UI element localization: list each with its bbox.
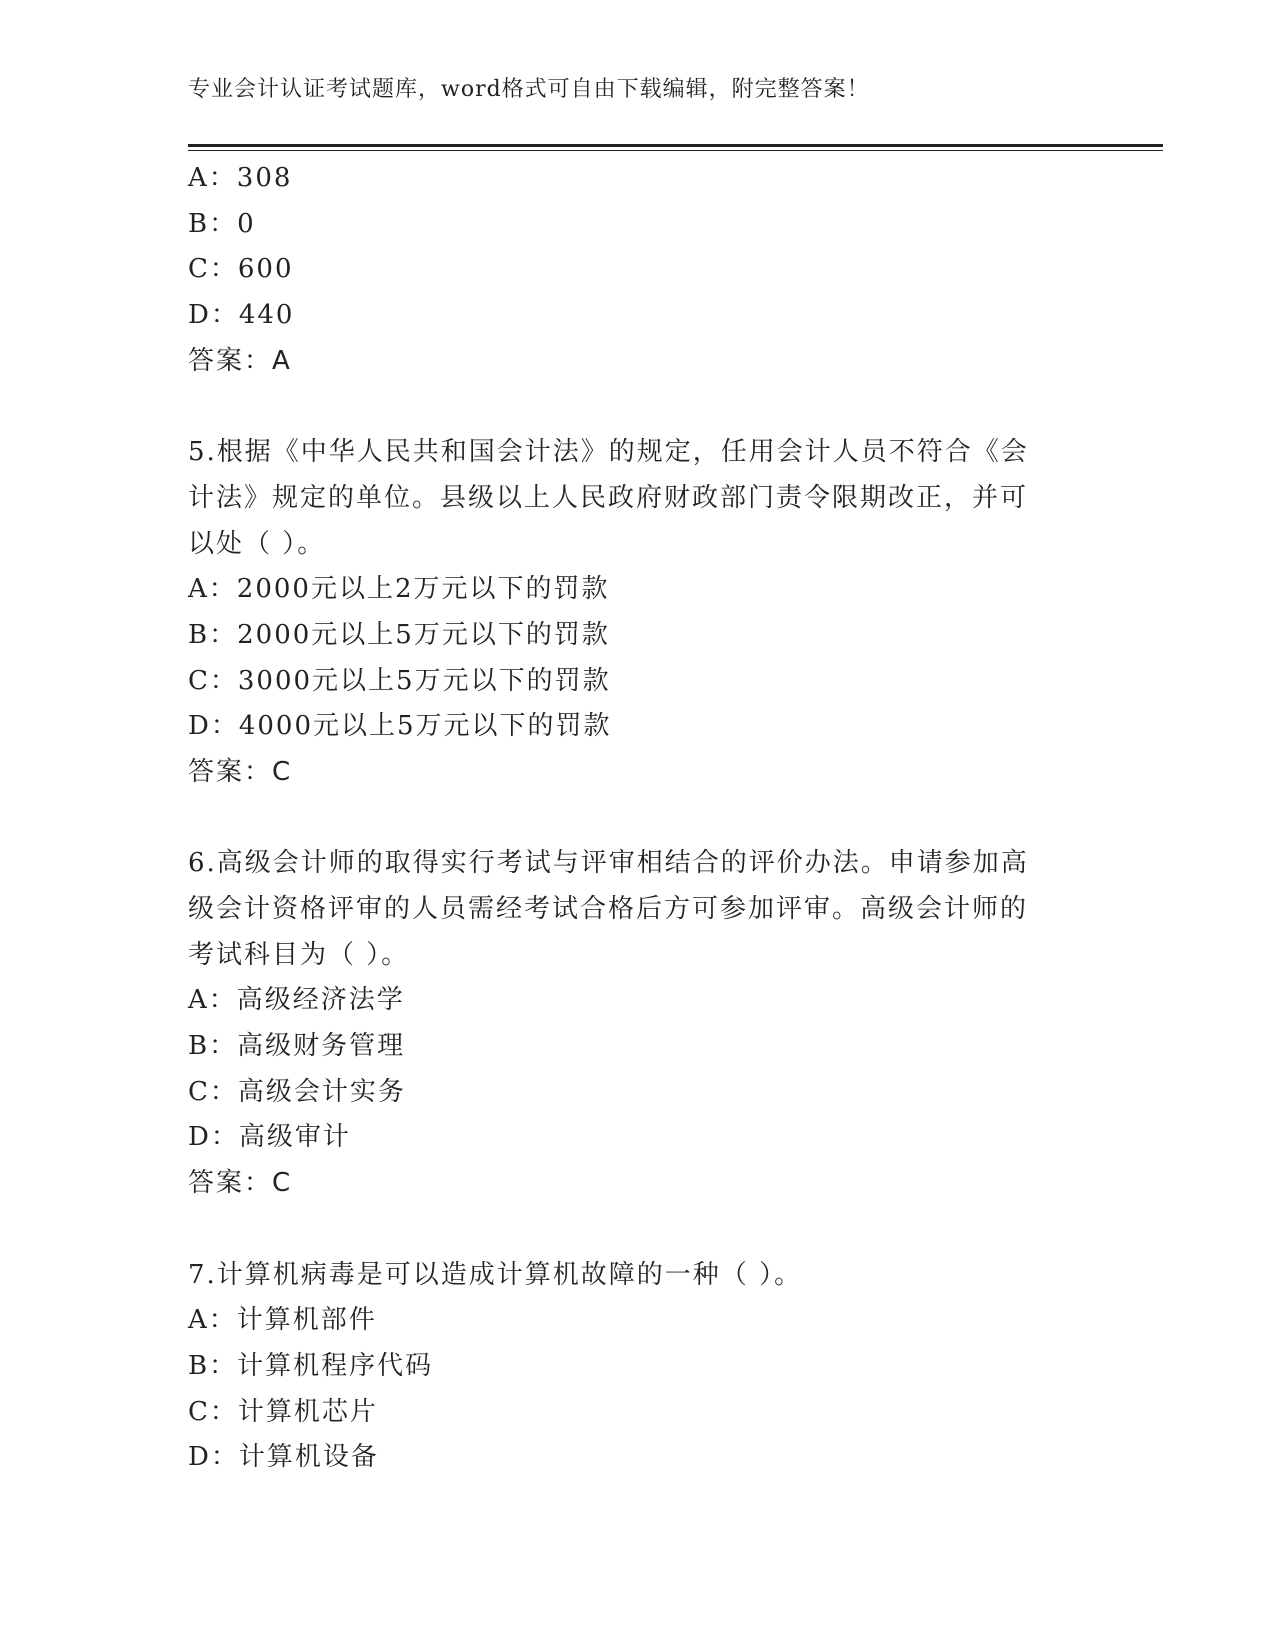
option-c: C：计算机芯片 [188, 1396, 378, 1427]
spacer [188, 384, 1088, 430]
option-c: C：高级会计实务 [188, 1076, 406, 1107]
question-stem-line: 以处（ ）。 [188, 528, 326, 559]
option-d: D：计算机设备 [188, 1442, 379, 1473]
question-stem-line: 考试科目为（ ）。 [188, 939, 410, 970]
question-content [188, 156, 1088, 1481]
question-stem-line: 6.高级会计师的取得实行考试与评审相结合的评价办法。申请参加高 [188, 848, 1029, 879]
option-a: A：2000元以上2万元以下的罚款 [188, 574, 610, 605]
option-b: B：2000元以上5万元以下的罚款 [188, 619, 610, 650]
option-b: B：高级财务管理 [188, 1031, 406, 1062]
question-5 [188, 430, 1088, 796]
spacer [188, 1207, 1088, 1253]
question-stem-line: 级会计资格评审的人员需经考试合格后方可参加评审。高级会计师的 [188, 894, 1029, 924]
option-d: D：高级审计 [188, 1122, 351, 1153]
header-rule-thin [188, 150, 1163, 151]
answer-line: 答案：A [188, 345, 292, 376]
question-stem-line: 计法》规定的单位。县级以上人民政府财政部门责令限期改正，并可 [188, 482, 1029, 513]
option-c: C：3000元以上5万元以下的罚款 [188, 665, 611, 696]
option-d: D：440 [188, 300, 295, 331]
spacer [188, 796, 1088, 842]
question-7 [188, 1253, 1088, 1481]
option-a: A：高级经济法学 [188, 985, 405, 1016]
question-6 [188, 841, 1088, 1207]
question-stem-line: 7.计算机病毒是可以造成计算机故障的一种（ ）。 [188, 1259, 803, 1290]
option-b: B：计算机程序代码 [188, 1350, 434, 1381]
option-c: C：600 [188, 254, 294, 285]
header-rule-thick [188, 144, 1163, 147]
option-d: D：4000元以上5万元以下的罚款 [188, 711, 612, 742]
answer-line: 答案：C [188, 756, 293, 787]
option-b: B：0 [188, 208, 256, 239]
page-header: 专业会计认证考试题库，word格式可自由下载编辑，附完整答案！ [188, 77, 870, 102]
answer-line: 答案：C [188, 1168, 293, 1199]
option-a: A：308 [188, 163, 293, 193]
question-stem-line: 5.根据《中华人民共和国会计法》的规定，任用会计人员不符合《会 [188, 437, 1029, 468]
question-4 [188, 156, 1088, 384]
option-a: A：计算机部件 [188, 1305, 377, 1336]
